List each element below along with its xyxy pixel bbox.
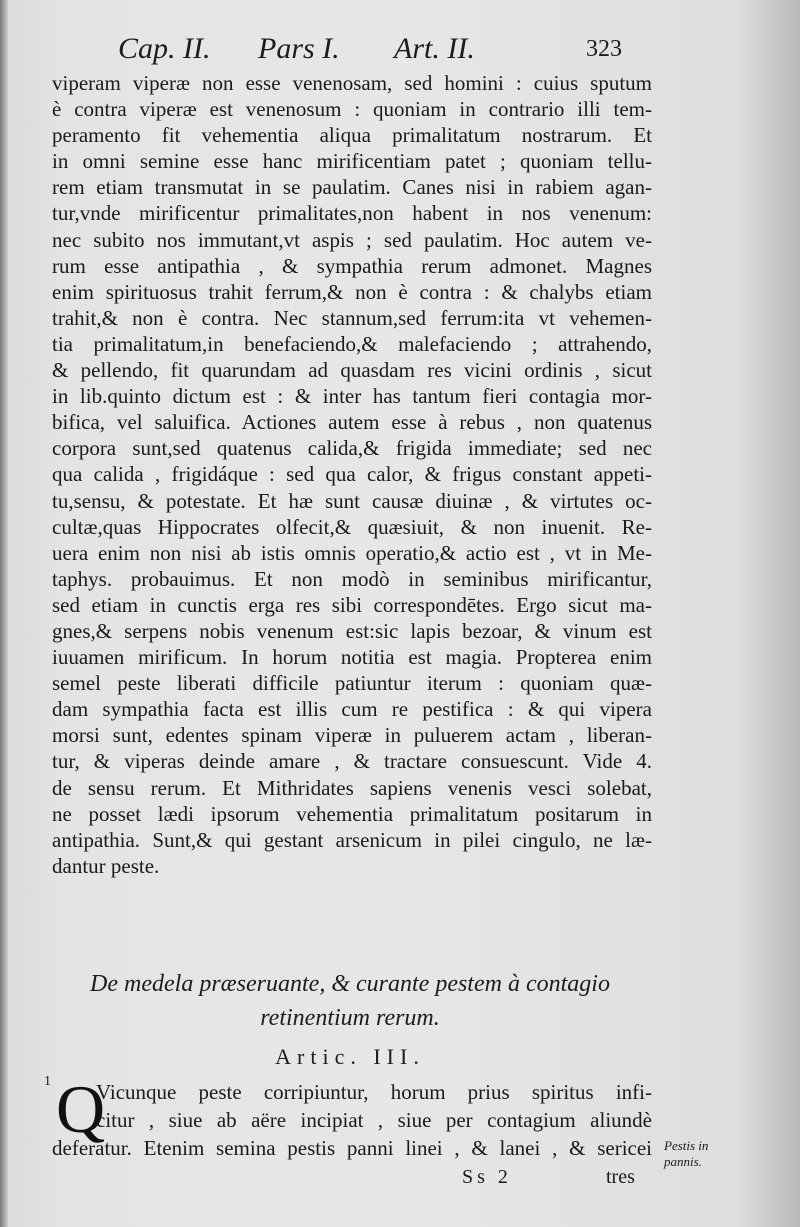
article-paragraph-number: 1 xyxy=(44,1074,51,1089)
text-line: in omni semine esse hanc mirificentiam patet ; quoniam tellu- xyxy=(52,149,652,174)
text-line: & pellendo, fit quarundam ad quasdam res vicini ordinis , sicut xyxy=(52,358,652,383)
catchword: tres xyxy=(606,1166,635,1188)
text-line: sed etiam in cunctis erga res sibi correspondētes. Ergo sicut ma- xyxy=(52,592,652,617)
text-line: morsi sunt, edentes spinam viperæ in puluerem actam , liberan- xyxy=(52,723,652,748)
body-text xyxy=(52,70,652,879)
text-line: dam sympathia facta est illis cum re pestifica : & qui vipera xyxy=(52,697,652,722)
text-line: bifica, vel saluifica. Actiones autem esse à rebus , non quatenus xyxy=(52,410,652,435)
signature-mark: Ss 2 xyxy=(462,1166,512,1188)
running-head xyxy=(118,32,638,68)
text-line: tia primalitatum,in benefaciendo,& malefaciendo ; attrahendo, xyxy=(52,331,652,356)
text-line: antipathia. Sunt,& qui gestant arsenicum in pilei cingulo, ne læ- xyxy=(52,827,652,852)
section-heading xyxy=(70,967,630,1035)
text-line: ne posset lædi ipsorum vehementia primalitatum positarum in xyxy=(52,801,652,826)
text-line: gnes,& serpens nobis venenum est:sic lapis bezoar, & vinum est xyxy=(52,618,652,643)
text-line: viperam viperæ non esse venenosam, sed homini : cuius sputum xyxy=(52,71,652,95)
text-line: corpora sunt,sed quatenus calida,& frigida immediate; sed nec xyxy=(52,436,652,461)
drop-cap-initial: Q xyxy=(56,1071,106,1147)
page-number: 323 xyxy=(586,36,622,62)
text-line: taphys. probauimus. Et non modò in seminibus mirificantur, xyxy=(52,566,652,591)
text-line: iuuamen mirificum. In horum notitia est magia. Propterea enim xyxy=(52,645,652,670)
section-heading-line-2: retinentium rerum. xyxy=(260,1005,440,1031)
page-gutter-shadow xyxy=(0,0,8,1227)
text-line: tu,sensu, & potestate. Et hæ sunt causæ diuinæ , & virtutes oc- xyxy=(52,488,652,513)
text-line: in lib.quinto dictum est : & inter has tantum fieri contagia mor- xyxy=(52,384,652,409)
text-line: Vicunque peste corripiuntur, horum prius spiritus infi- xyxy=(96,1080,652,1104)
text-line: semel peste liberati difficile patiuntur iterum : quoniam quæ- xyxy=(52,671,652,696)
running-head-article: Art. II. xyxy=(394,32,475,65)
text-line: nec subito nos immutant,vt aspis ; sed paulatim. Hoc autem ve- xyxy=(52,227,652,252)
running-head-chapter: Cap. II. xyxy=(118,32,211,65)
section-heading-line-1: De medela præseruante, & curante pestem à contagio xyxy=(90,971,610,997)
running-head-pars: Pars I. xyxy=(258,32,340,65)
text-line: citur , siue ab aëre incipiat , siue per contagium aliundè xyxy=(96,1108,652,1132)
text-line: dantur peste. xyxy=(52,853,160,878)
marginal-note: Pestis in pannis. xyxy=(664,1138,709,1169)
text-line: qua calida , frigidáque : sed qua calor, & frigus constant appeti- xyxy=(52,462,652,487)
article-text xyxy=(52,1071,652,1162)
text-line: tur,vnde mirificentur primalitates,non habent in nos venenum: xyxy=(52,201,652,226)
text-line: rem etiam transmutat in se paulatim. Canes nisi in rabiem agan- xyxy=(52,175,652,200)
text-line: peramento fit vehementia aliqua primalitatum nostrarum. Et xyxy=(52,123,652,148)
text-line: deferatur. Etenim semina pestis panni linei , & lanei , & sericei xyxy=(52,1136,652,1160)
text-line: rum esse antipathia , & sympathia rerum admonet. Magnes xyxy=(52,253,652,278)
text-line: trahit,& non è contra. Nec stannum,sed ferrum:ita vt vehemen- xyxy=(52,305,652,330)
text-line: enim spirituosus trahit ferrum,& non è contra : & chalybs etiam xyxy=(52,279,652,304)
text-line: cultæ,quas Hippocrates olfecit,& quæsiuit, & non inuenit. Re- xyxy=(52,514,652,539)
text-line: uera enim non nisi ab istis omnis operatio,& actio est , vt in Me- xyxy=(52,540,652,565)
text-line: è contra viperæ est venenosum : quoniam in contrario illi tem- xyxy=(52,97,652,122)
article-heading: Artic. III. xyxy=(275,1044,425,1069)
text-line: tur, & viperas deinde amare , & tractare consuescunt. Vide 4. xyxy=(52,749,652,774)
text-line: de sensu rerum. Et Mithridates sapiens venenis vesci solebat, xyxy=(52,775,652,800)
